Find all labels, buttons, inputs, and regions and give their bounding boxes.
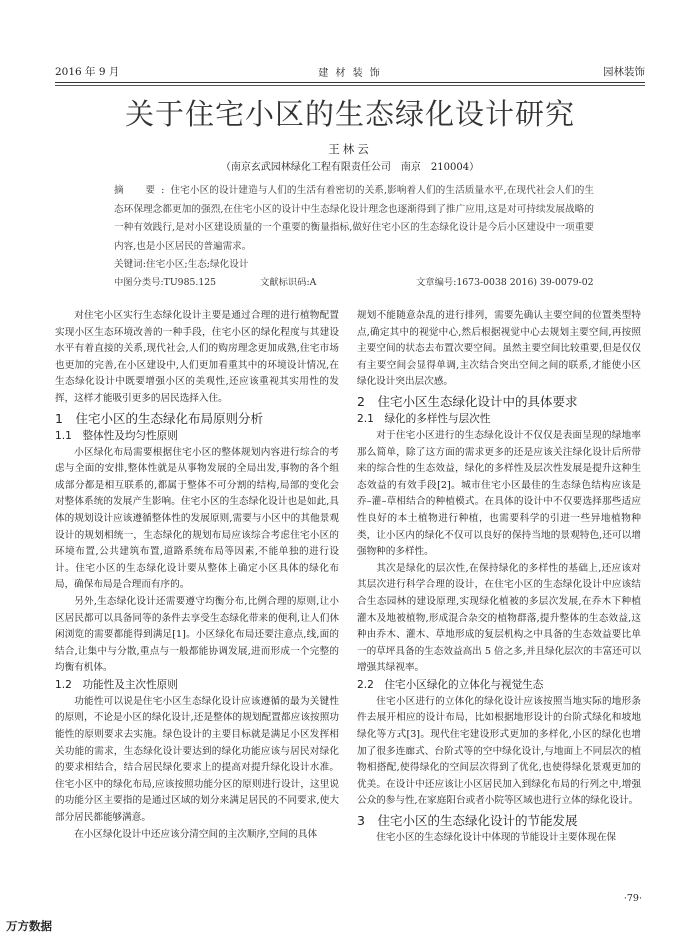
section-1-1-paragraph-1: 小区绿化布局需要根据住宅小区的整体规划内容进行综合的考虑与全面的安排,整体性就是从事物发展的全局出发,事物的各个组成部分都是相互联系的,都属于整体不可分割的结构,局部的变化会对整体系统的发展产生影响。住宅小区的生态绿化设计也是如此,具体的规划设计应该遵循整体性的发展原则,需要与小区中的其他景观设计的规划相统一，生态绿化的规划布局应该综合考虑住宅小区的环境布置,公共建筑布置,道路系统布局等因素,不能单独的进行设计。住宅小区的生态绿化设计要从整体上确定小区具体的绿化布局，确保布局是合理而有序的。 <box>55 446 339 591</box>
continued-paragraph: 规划不能随意杂乱的进行排列，需要先确认主要空间的位置类型特点,确定其中的视觉中心,然后根据视觉中心去规划主要空间,再按照主要空间的状态去布置次要空间。虽然主要空间比较重要,但是仅仅有主要空间会显得单调,主次结合突出空间之间的联系,才能使小区绿化设计突出层次感。 <box>357 310 641 388</box>
header-rule-thin <box>55 85 645 86</box>
section-2-2-heading: 2.2 住宅小区绿化的立体化与视觉生态 <box>357 678 544 691</box>
author: 王林云 <box>328 142 372 156</box>
clc-number: 中图分类号:TU985.125 <box>114 277 217 288</box>
section-2-heading: 2 住宅小区生态绿化设计中的具体要求 <box>357 393 578 409</box>
section-3-heading: 3 住宅小区的生态绿化设计的节能发展 <box>357 813 578 829</box>
article-number: 文章编号:1673-0038 2016) 39-0079-02 <box>416 277 594 288</box>
section-1-1-paragraph-2: 另外,生态绿化设计还需要遵守均衡分布,比例合理的原则,让小区居民都可以具备同等的条件去享受生态绿化带来的便利,让人们休闲浏览的需要都能得到满足[1]。小区绿化布局还要注意点,线,面的结合,让集中与分散,重点与一般都能协调发展,进而形成一个完整的均衡有机体。 <box>55 595 339 674</box>
right-column <box>357 308 641 847</box>
header-rule <box>55 82 645 83</box>
section-2-1-paragraph-1: 对于住宅小区进行的生态绿化设计不仅仅是表面呈现的绿地率那么简单，除了这方面的需求更多的还是应该关注绿化设计后所带来的综合性的生态效益，绿化的多样性及层次性发展是提升这种生态效益的有效手段[2]。城市住宅小区最佳的生态绿色结构应该是乔–灌–草相结合的种植模式。在具体的设计中不仅要选择那些适应性良好的本土植物进行种植，也需要科学的引进一些异地植物种类，让小区内的绿化不仅可以良好的保持当地的景观特色,还可以增强物种的多样性。 <box>357 429 641 558</box>
section-1-2-heading: 1.2 功能性及主次性原则 <box>55 678 178 691</box>
left-column <box>55 308 339 843</box>
section-1-2-paragraph-1: 功能性可以说是住宅小区生态绿化设计应该遵循的最为关键性的原则，不论是小区的绿化设计,还是整体的规划配置都应该按照功能性的原则要求去实施。绿色设计的主要目标就是满足小区发挥相关功能的需求，生态绿化设计要达到的绿化功能应该与居民对绿化的要求相结合，结合居民绿化要求上的提高对提升绿化设计水准。住宅小区中的绿化布局,应该按照功能分区的原则进行设计，这里说的功能分区主要指的是通过区域的划分来满足居民的不同要求,使大部分居民都能够满意。 <box>55 695 339 824</box>
section-1-heading: 1 住宅小区的生态绿化布局原则分析 <box>55 410 263 426</box>
section-2-2-paragraph-1: 住宅小区进行的立体化的绿化设计应该按照当地实际的地形条件去展开相应的设计布局，比如根据地形设计的台阶式绿化和坡地绿化等方式[3]。现代住宅建设形式更加的多样化,小区的绿化也增加了很多连廊式、台阶式等的空中绿化设计,与地面上不同层次的植物相搭配,使得绿化的空间层次得到了优化,也使得绿化景观更加的优美。在设计中还应该让小区居民加入到绿化布局的行列之中,增强公众的参与性,在家庭阳台或者小院等区域也进行立体的绿化设计。 <box>357 695 641 807</box>
intro-paragraph: 对住宅小区实行生态绿化设计主要是通过合理的进行植物配置实现小区生态环境改善的一种手段，住宅小区的绿化程度与其建设水平有着直接的关系,现代社会,人们的购房理念更加成熟,住宅市场也更加的完善,在小区建设中,人们更加看重其中的环境设计情况,在生态绿化设计中既要增强小区的美观性,还应该重视其实用性的发挥，这样才能吸引更多的居民选择入住。 <box>55 310 339 404</box>
section-2-1-heading: 2.1 绿化的多样性与层次性 <box>357 412 491 425</box>
section-3-paragraph-1: 住宅小区的生态绿化设计中体现的节能设计主要体现在保 <box>376 832 617 844</box>
classification-meta <box>114 274 594 288</box>
abstract-label: 摘 要: <box>114 185 171 196</box>
section-2-1-paragraph-2: 其次是绿化的层次性,在保持绿化的多样性的基础上,还应该对其层次进行科学合理的设计，在住宅小区的生态绿化设计中应该结合生态园林的建设原理,实现绿化植被的多层次发展,在乔木下种植灌木及地被植物,形成混合杂交的植物群落,提升整体的生态效益,这种由乔木、灌木、草地形成的复层机构之中具备的生态效益要比单一的草坪具备的生态效益高出 5 倍之多,并且绿化层次的丰富还可以增强其绿视率。 <box>357 562 641 674</box>
section-1-2-paragraph-2: 在小区绿化设计中还应该分清空间的主次顺序,空间的具体 <box>74 828 318 840</box>
header-journal: 建 材 装 饰 <box>318 68 382 79</box>
header-date: 2016 年 9 月 <box>55 66 120 78</box>
keywords <box>114 256 594 270</box>
page-number: ·79· <box>623 893 642 904</box>
article-title: 关于住宅小区的生态绿化设计研究 <box>124 97 575 131</box>
keywords-label: 关键词: <box>114 259 147 270</box>
watermark: 万方数据 <box>6 919 52 933</box>
affiliation: （南京玄武园林绿化工程有限责任公司 南京 210004） <box>220 162 480 173</box>
abstract-text: 住宅小区的设计建造与人们的生活有着密切的关系,影响着人们的生活质量水平,在现代社会人们的生态环保理念都更加的强烈,在住宅小区的设计中生态绿化设计理念也逐渐得到了推广应用,这是对可持续发展战略的一种有效践行,是对小区建设质量的一个重要的衡量指标,做好住宅小区的生态绿化设计是今后小区建设中一项重要内容,也是小区居民的普遍需求。 <box>114 185 594 252</box>
header-section: 园林装饰 <box>603 66 645 78</box>
abstract <box>114 182 594 256</box>
running-header <box>55 64 645 80</box>
section-1-1-heading: 1.1 整体性及均匀性原则 <box>55 429 178 442</box>
keywords-text: 住宅小区;生态;绿化设计 <box>146 259 249 270</box>
document-code: 文献标识码:A <box>260 277 317 288</box>
